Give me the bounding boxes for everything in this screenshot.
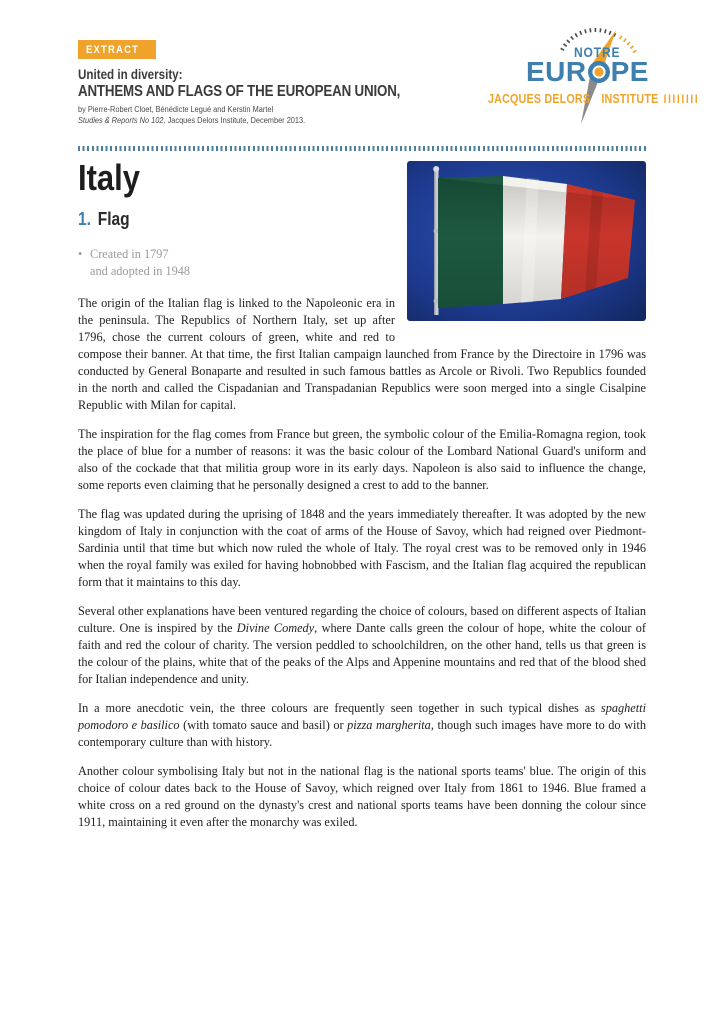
compass-hub-icon <box>588 61 610 83</box>
publication-series: Studies & Reports No 102 <box>78 115 164 125</box>
logo-notre-text: NOTRE <box>574 44 621 60</box>
paragraph-3: The flag was updated during the uprising of 1848 and the years immediately thereafter. It was adopted by the new kingdom of Italy in conjunction with the coat of arms of the House of Savoy, which had reigned over Piedmont-Sardinia until that time but which now ruled the whole of Italy. The royal crest was to be removed only in 1946 when the royal family was exiled for having hobnobbed with Fascism, and the Italian flag acquired the republican form that it maintains to this day. <box>78 507 646 589</box>
page-title: Italy <box>78 157 140 198</box>
bullet-dot: • <box>78 247 83 261</box>
paragraph-1: The origin of the Italian flag is linked to the Napoleonic era in the peninsula. The Republics of Northern Italy, set up after 1796, chose the current colours of green, white and red to compose their banner. At that time, the first Italian campaign launched from France by the Directoire in 1796 was conducted by General Bonaparte and resulted in such famous battles as Arcole or Rivoli. Two Republics founded in the north and called the Cispadanian and Transpadanian Republics were soon merged into a single Cisalpine Republic with Milan for capital. <box>78 296 646 412</box>
report-byline: by Pierre-Robert Cloet, Bénédicte Legué and Kerstin Martel <box>78 104 274 114</box>
logo-tick-marks: IIIIIIII <box>663 94 700 106</box>
dashed-divider <box>78 146 646 151</box>
logo-europe-text <box>526 58 649 86</box>
logo-europe-post: PE <box>610 56 649 87</box>
section-number: 1. <box>78 209 91 229</box>
paragraph-5: In a more anecdotic vein, the three colours are frequently seen together in such typical dishes as spaghetti pomodoro e basilico (with tomato sauce and basil) or pizza margherita, though such images have more to do with contemporary culture than with history. <box>78 701 646 749</box>
logo-europe-pre: EUR <box>526 56 587 87</box>
report-subtitle: United in diversity: <box>78 67 183 82</box>
paragraph-6: Another colour symbolising Italy but not in the national flag is the national sports teams' blue. The origin of this choice of colour dates back to the House of Savoy, which reigned over Italy from 1861 to 1946. Blue framed a white cross on a red ground on the dynasty's crest and national sports teams have been donning the colour since 1911, maintaining it even after the monarchy was exiled. <box>78 764 646 829</box>
extract-badge <box>78 40 156 59</box>
bullet-line-2: and adopted in 1948 <box>90 263 191 278</box>
report-title: ANTHEMS AND FLAGS OF THE EUROPEAN UNION, <box>78 83 401 100</box>
italian-flag-photo <box>407 161 646 321</box>
publication-rest: , Jacques Delors Institute, December 2013. <box>163 115 306 125</box>
extract-badge-label: EXTRACT <box>86 44 140 56</box>
logo-institute: INSTITUTE <box>601 92 659 106</box>
paragraph-4: Several other explanations have been ventured regarding the choice of colours, based on different aspects of Italian culture. One is inspired by the Divine Comedy, where Dante calls green the colour of hope, white the colour of faith and red the colour of charity. The version peddled to schoolchildren, on the other hand, tells us that green is the colour of the plains, white that of the peaks of the Alps and Appenine mountains and red that of the blood shed for Italian independence and unity. <box>78 604 646 686</box>
flag-facts-bullet <box>78 246 646 279</box>
article-content <box>78 157 646 843</box>
report-publication <box>78 115 453 126</box>
logo-jacques-delors: JACQUES DELORS <box>488 92 591 106</box>
section-title: Flag <box>97 209 130 229</box>
logo-institute-line <box>488 92 724 106</box>
bullet-line-1: Created in 1797 <box>90 247 169 261</box>
notre-europe-logo <box>488 34 708 112</box>
article-body <box>78 295 646 831</box>
flag-photo-graphic <box>407 161 646 321</box>
paragraph-2: The inspiration for the flag comes from France but green, the symbolic colour of the Emilia-Romagna region, took the place of blue for a number of reasons: it was the basic colour of the Lombard National Guard's uniform and also of the cockade that that militia group wore in its early days. Napoleon is also said to influence the change, some reports even claiming that he personally designed a crest to add to the banner. <box>78 427 646 492</box>
report-header <box>78 67 453 126</box>
